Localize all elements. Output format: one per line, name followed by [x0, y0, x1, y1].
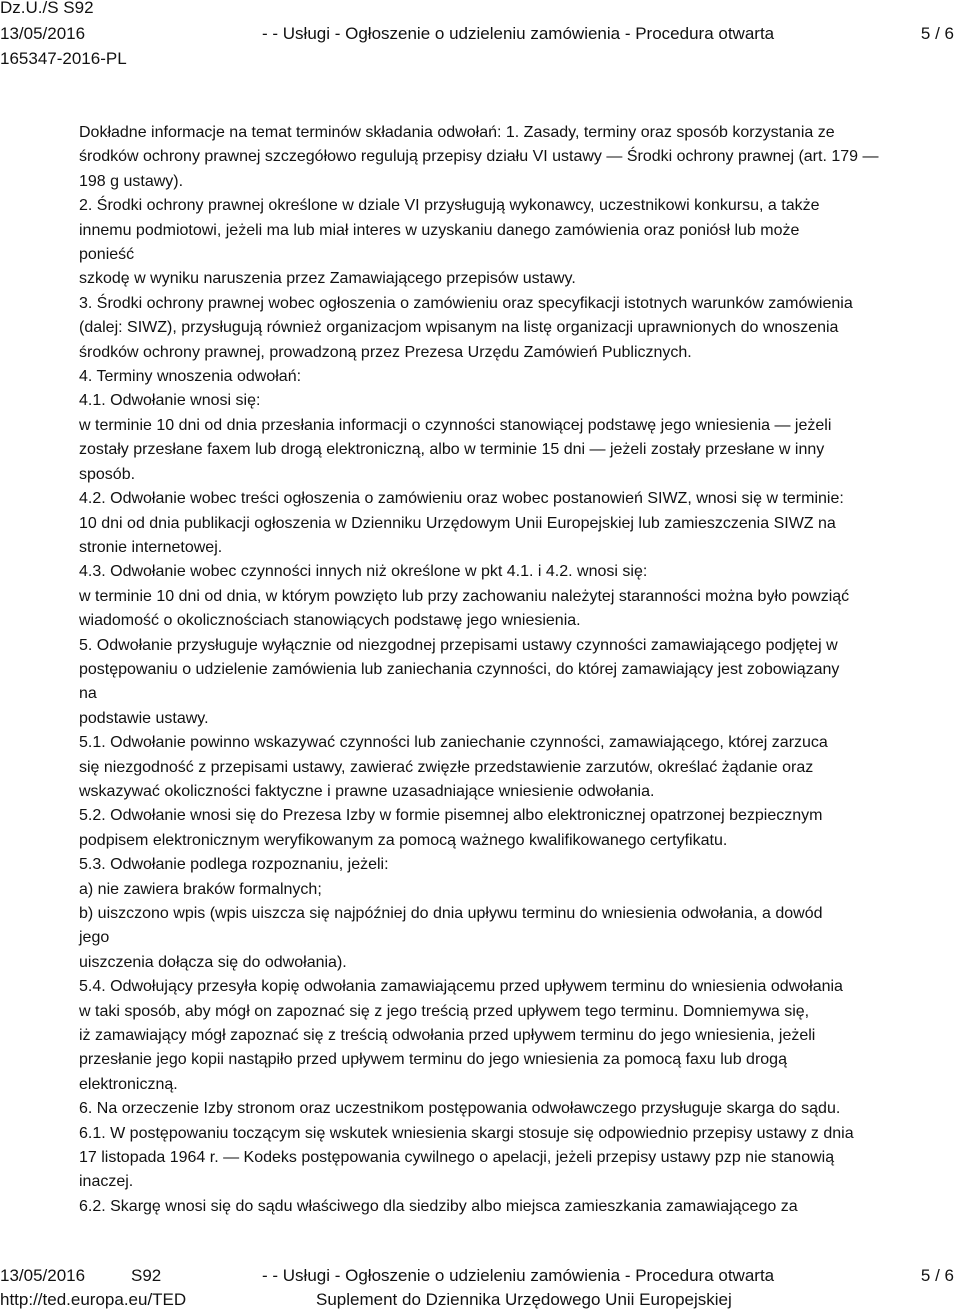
- body-line: 5.3. Odwołanie podlega rozpoznaniu, jeżeli:: [79, 856, 389, 874]
- body-line: iż zamawiający mógł zapoznać się z treścią odwołania przed upływem terminu do jego wniesienia, jeżeli: [79, 1027, 816, 1045]
- body-line: szkodę w wyniku naruszenia przez Zamawiającego przepisów ustawy.: [79, 270, 576, 288]
- body-line: środków ochrony prawnej szczegółowo regulują przepisy działu VI ustawy — Środki ochrony prawnej (art. 179 —: [79, 148, 879, 166]
- body-line: (dalej: SIWZ), przysługują również organizacjom wpisanym na listę organizacji uprawnionych do wnoszenia: [79, 319, 839, 337]
- body-line: innemu podmiotowi, jeżeli ma lub miał interes w uzyskaniu danego zamówienia oraz poniósł lub może: [79, 221, 800, 239]
- body-line: stronie internetowej.: [79, 538, 223, 556]
- body-line: w terminie 10 dni od dnia, w którym powzięto lub przy zachowaniu należytej staranności można było powziąć: [79, 587, 850, 605]
- body-line: 4.1. Odwołanie wnosi się:: [79, 392, 261, 410]
- body-line: 6.2. Skargę wnosi się do sądu właściwego dla siedziby albo miejsca zamieszkania zamawiającego za: [79, 1197, 798, 1215]
- body-line: 5.1. Odwołanie powinno wskazywać czynności lub zaniechanie czynności, zamawiającego, której zarzuca: [79, 734, 828, 752]
- body-line: 5.2. Odwołanie wnosi się do Prezesa Izby w formie pisemnej albo elektronicznej opatrzonej bezpiecznym: [79, 807, 823, 825]
- body-line: podpisem elektronicznym weryfikowanym za pomocą ważnego kwalifikowanego certyfikatu.: [79, 831, 728, 849]
- notice-body-text: [79, 121, 949, 1219]
- body-line: w terminie 10 dni od dnia przesłania informacji o czynności stanowiącej podstawę jego wniesienia — jeżeli: [79, 416, 832, 434]
- body-line: podstawie ustawy.: [79, 709, 209, 727]
- body-line: elektroniczną.: [79, 1075, 178, 1093]
- body-line: Dokładne informacje na temat terminów składania odwołań: 1. Zasady, terminy oraz sposób korzystania ze: [79, 124, 835, 141]
- footer-edition: S92: [131, 1266, 162, 1285]
- body-line: 17 listopada 1964 r. — Kodeks postępowania cywilnego o apelacji, jeżeli przepisy ustawy pzp nie stanowią: [79, 1149, 835, 1167]
- body-line: 4.2. Odwołanie wobec treści ogłoszenia o zamówieniu oraz wobec postanowień SIWZ, wnosi się w terminie:: [79, 490, 844, 508]
- header-page-number: 5 / 6: [920, 24, 954, 43]
- body-line: postępowaniu o udzielenie zamówienia lub zaniechania czynności, do której zamawiający jest zobowiązany: [79, 660, 840, 678]
- body-line: wiadomość o okolicznościach stanowiących podstawę jego wniesienia.: [79, 612, 581, 630]
- body-line: w taki sposób, aby mógł on zapoznać się z jego treścią przed upływem tego terminu. Domniemywa się,: [79, 1002, 810, 1020]
- body-line: inaczej.: [79, 1173, 134, 1191]
- body-line: na: [79, 685, 97, 703]
- footer-title: - - Usługi - Ogłoszenie o udzieleniu zamówienia - Procedura otwarta: [262, 1266, 775, 1285]
- footer-url[interactable]: http://ted.europa.eu/TED: [0, 1290, 187, 1309]
- footer-date: 13/05/2016: [0, 1266, 86, 1285]
- body-line: a) nie zawiera braków formalnych;: [79, 880, 322, 898]
- document-id: 165347-2016-PL: [0, 49, 127, 68]
- body-line: 3. Środki ochrony prawnej wobec ogłoszenia o zamówieniu oraz specyfikacji istotnych warunków zamówienia: [79, 294, 853, 312]
- body-line: się niezgodność z przepisami ustawy, zawierać zwięzłe przedstawienie zarzutów, określać żądanie oraz: [79, 758, 814, 776]
- body-line: jego: [79, 929, 110, 947]
- body-line: 198 g ustawy).: [79, 172, 184, 190]
- body-line: 6.1. W postępowaniu toczącym się wskutek wniesienia skargi stosuje się odpowiednio przepisy ustawy z dnia: [79, 1124, 854, 1142]
- body-line: 10 dni od dnia publikacji ogłoszenia w Dzienniku Urzędowym Unii Europejskiej lub zamieszczenia SIWZ na: [79, 514, 836, 532]
- body-line: ponieść: [79, 246, 135, 264]
- body-line: 2. Środki ochrony prawnej określone w dziale VI przysługują wykonawcy, uczestnikowi konkursu, a także: [79, 197, 820, 215]
- body-line: 4.3. Odwołanie wobec czynności innych niż określone w pkt 4.1. i 4.2. wnosi się:: [79, 563, 648, 581]
- body-line: przesłanie jego kopii nastąpiło przed upływem terminu do jego wniesienia za pomocą faxu lub drogą: [79, 1051, 787, 1069]
- body-line: zostały przesłane faxem lub drogą elektroniczną, albo w terminie 15 dni — jeżeli zostały przesłane w inny: [79, 441, 825, 459]
- doc-reference: Dz.U./S S92: [0, 0, 94, 17]
- footer-publication: Suplement do Dziennika Urzędowego Unii Europejskiej: [316, 1290, 732, 1309]
- footer-page-number: 5 / 6: [920, 1266, 954, 1285]
- body-line: sposób.: [79, 465, 136, 483]
- body-line: środków ochrony prawnej, prowadzoną przez Prezesa Urzędu Zamówień Publicznych.: [79, 343, 692, 361]
- body-line: 4. Terminy wnoszenia odwołań:: [79, 368, 302, 386]
- header-title: - - Usługi - Ogłoszenie o udzieleniu zamówienia - Procedura otwarta: [262, 24, 775, 43]
- body-line: 5. Odwołanie przysługuje wyłącznie od niezgodnej przepisami ustawy czynności zamawiającego podjętej w: [79, 636, 838, 654]
- body-line: 6. Na orzeczenie Izby stronom oraz uczestnikom postępowania odwoławczego przysługuje skarga do sądu.: [79, 1100, 841, 1118]
- body-line: wskazywać okoliczności faktyczne i prawne uzasadniające wniesienie odwołania.: [79, 782, 655, 800]
- body-line: uiszczenia dołącza się do odwołania).: [79, 953, 347, 971]
- body-line: b) uiszczono wpis (wpis uiszcza się najpóźniej do dnia upływu terminu do wniesienia odwołania, a dowód: [79, 905, 823, 922]
- body-line: 5.4. Odwołujący przesyła kopię odwołania zamawiającemu przed upływem terminu do wniesienia odwołania: [79, 978, 843, 996]
- header-date: 13/05/2016: [0, 24, 86, 43]
